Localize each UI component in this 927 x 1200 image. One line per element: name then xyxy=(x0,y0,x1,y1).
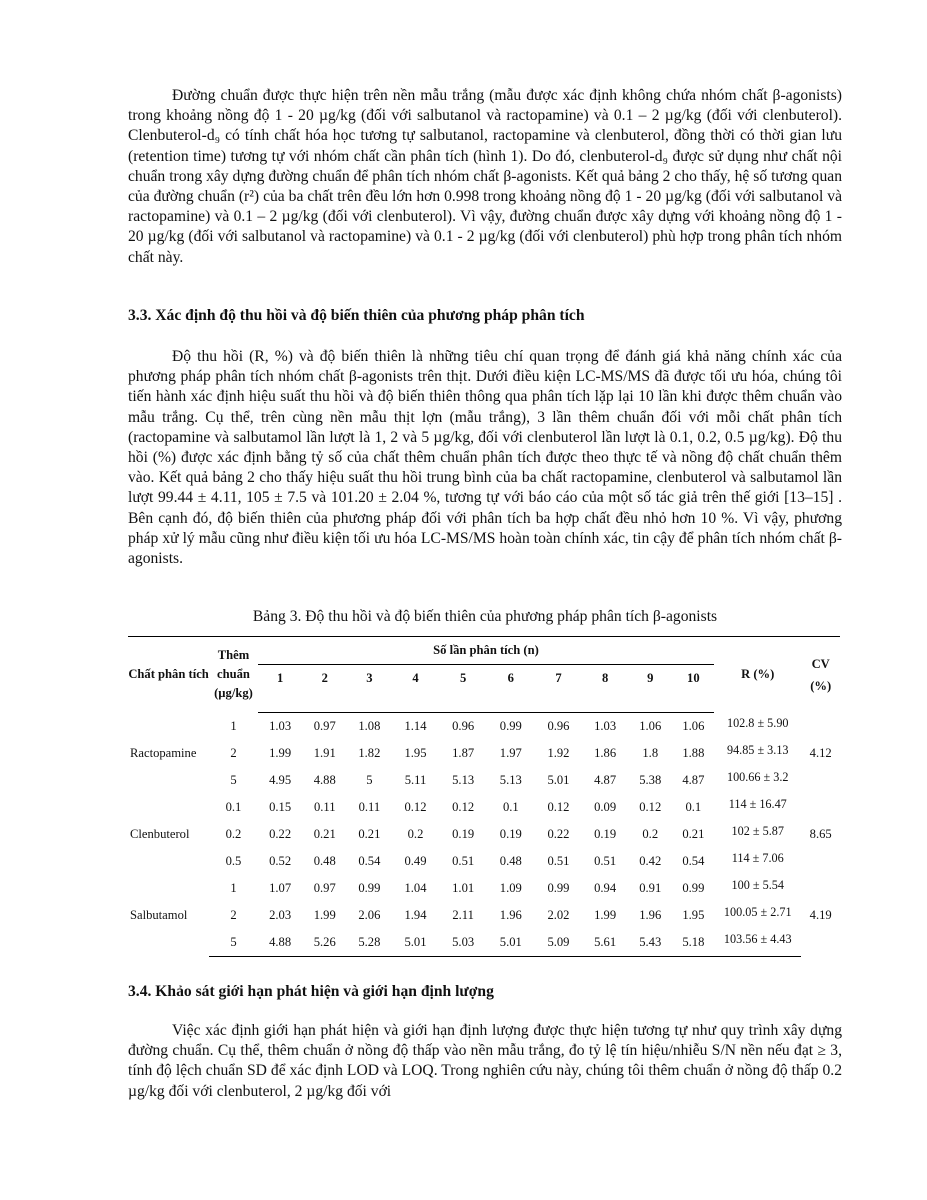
recovery-value: 114 ± 16.47 xyxy=(728,797,787,811)
added-concentration: 1 xyxy=(230,881,237,895)
measured-value: 1.06 xyxy=(682,719,705,733)
header-run-9: 9 xyxy=(628,665,673,693)
measured-value: 0.54 xyxy=(358,854,381,868)
measured-value: 1.87 xyxy=(452,746,475,760)
measured-value: 5.03 xyxy=(439,929,487,957)
measured-value: 0.19 xyxy=(499,827,522,841)
measured-value: 1.99 xyxy=(313,908,336,922)
recovery-value: 102 ± 5.87 xyxy=(731,824,784,838)
table-body xyxy=(128,713,840,957)
measured-value: 5.61 xyxy=(582,929,628,957)
added-concentration: 0.1 xyxy=(225,800,242,814)
heading-section-3-3: 3.3. Xác định độ thu hồi và độ biến thiên của phương pháp phân tích xyxy=(128,307,585,324)
cv-value: 4.12 xyxy=(809,745,832,760)
measured-value: 5.01 xyxy=(487,929,535,957)
paragraph-lod-loq: Việc xác định giới hạn phát hiện và giới hạn định lượng được thực hiện tương tự như quy trình xây dựng đường chuẩn. Cụ thể, thêm chuẩn ở nồng độ thấp vào nền mẫu trắng, đo tỷ lệ tín hiệu/nhiễu S/N nền nếu đạt ≥ 3, tính độ lệch chuẩn SD để xác định LOD và LOQ. Trong nghiên cứu này, chúng tôi thêm chuẩn ở nồng độ thấp 0.2 µg/kg đối với clenbuterol, 2 µg/kg đối với xyxy=(128,1022,842,1100)
measured-value: 0.97 xyxy=(313,719,336,733)
measured-value: 5.13 xyxy=(499,773,522,787)
measured-value: 0.99 xyxy=(499,719,522,733)
measured-value: 1.94 xyxy=(404,908,427,922)
measured-value: 4.87 xyxy=(682,773,705,787)
table-row xyxy=(128,848,840,875)
measured-value: 1.04 xyxy=(404,881,427,895)
table-caption: Bảng 3. Độ thu hồi và độ biến thiên của phương pháp phân tích β-agonists xyxy=(252,608,718,625)
measured-value: 0.12 xyxy=(639,800,662,814)
recovery-value: 100.05 ± 2.71 xyxy=(723,905,792,919)
measured-value: 0.11 xyxy=(313,800,336,814)
measured-value: 4.88 xyxy=(258,929,303,957)
measured-value: 0.21 xyxy=(358,827,381,841)
measured-value: 1.01 xyxy=(452,881,475,895)
measured-value: 0.22 xyxy=(547,827,570,841)
measured-value: 0.49 xyxy=(404,854,427,868)
measured-value: 0.12 xyxy=(404,800,427,814)
table-row xyxy=(128,929,840,957)
measured-value: 0.51 xyxy=(452,854,475,868)
recovery-value: 103.56 ± 4.43 xyxy=(723,932,792,946)
measured-value: 1.08 xyxy=(358,719,381,733)
measured-value: 1.92 xyxy=(547,746,570,760)
measured-value: 0.22 xyxy=(269,827,292,841)
recovery-value: 94.85 ± 3.13 xyxy=(726,743,789,757)
measured-value: 0.42 xyxy=(639,854,662,868)
heading-section-3-4: 3.4. Khảo sát giới hạn phát hiện và giới hạn định lượng xyxy=(128,983,494,1000)
added-concentration: 5 xyxy=(230,773,237,787)
recovery-value: 100 ± 5.54 xyxy=(731,878,784,892)
measured-value: 1.82 xyxy=(358,746,381,760)
measured-value: 0.94 xyxy=(594,881,617,895)
added-concentration: 1 xyxy=(230,718,237,733)
recovery-value: 114 ± 7.06 xyxy=(731,851,784,865)
header-run-3: 3 xyxy=(347,665,392,693)
header-run-5: 5 xyxy=(439,665,487,693)
table-row xyxy=(128,740,840,767)
paragraph-calibration: Đường chuẩn được thực hiện trên nền mẫu trắng (mẫu được xác định không chứa nhóm chất β-agonists) trong khoảng nồng độ 1 - 20 µg/kg (đối với salbutanol và ractopamine) và 0.1 – 2 µg/kg (đối với clenbuterol). Clenbuterol-d₉ có tính chất hóa học tương tự salbutanol, ractopamine và clenbuterol, đồng thời có thời gian lưu (retention time) tương tự với nhóm chất cần phân tích (hình 1). Do đó, clenbuterol-d₉ được sử dụng như chất nội chuẩn trong xây dựng đường chuẩn để phân tích nhóm chất β-agonists. Kết quả bảng 2 cho thấy, hệ số tương quan của đường chuẩn (r²) của ba chất trên đều lớn hơn 0.998 trong khoảng nồng độ 1 - 20 µg/kg (đối với salbutanol và ractopamine) và 0.1 – 2 µg/kg (đối với clenbuterol). Vì vậy, đường chuẩn được xây dựng với khoảng nồng độ 1 - 20 µg/kg (đối với salbutanol và ractopamine) và 0.1 - 2 µg/kg (đối với clenbuterol) phù hợp trong phân tích nhóm chất này. xyxy=(128,87,842,266)
measured-value: 1.88 xyxy=(682,746,705,760)
measured-value: 5.18 xyxy=(673,929,715,957)
added-concentration: 0.5 xyxy=(225,854,242,868)
measured-value: 2.06 xyxy=(358,908,381,922)
measured-value: 0.99 xyxy=(547,881,570,895)
added-concentration: 2 xyxy=(230,746,237,760)
measured-value: 1.99 xyxy=(594,908,617,922)
measured-value: 5.01 xyxy=(547,773,570,787)
measured-value: 0.99 xyxy=(682,881,705,895)
measured-value: 1.97 xyxy=(499,746,522,760)
measured-value: 1.03 xyxy=(269,719,292,733)
measured-value: 0.12 xyxy=(547,800,570,814)
measured-value: 1.96 xyxy=(639,908,662,922)
measured-value: 4.95 xyxy=(269,773,292,787)
measured-value: 1.09 xyxy=(499,881,522,895)
measured-value: 0.52 xyxy=(269,854,292,868)
cv-value: 8.65 xyxy=(809,827,832,841)
measured-value: 5.38 xyxy=(639,773,662,787)
table-row xyxy=(128,875,840,902)
measured-value: 4.88 xyxy=(313,773,336,787)
measured-value: 0.1 xyxy=(502,800,519,814)
table-row xyxy=(128,794,840,821)
table-row xyxy=(128,713,840,741)
substance-name: Clenbuterol xyxy=(130,827,190,841)
measured-value: 4.87 xyxy=(594,773,617,787)
measured-value: 0.15 xyxy=(269,800,292,814)
added-concentration: 2 xyxy=(230,908,237,922)
header-recovery: R (%) xyxy=(714,637,801,713)
measured-value: 0.91 xyxy=(639,881,662,895)
measured-value: 5.13 xyxy=(452,773,475,787)
measured-value: 2.03 xyxy=(269,908,292,922)
measured-value: 1.03 xyxy=(594,719,617,733)
measured-value: 0.11 xyxy=(358,800,381,814)
measured-value: 5 xyxy=(366,773,373,787)
recovery-table xyxy=(128,636,840,957)
substance-name: Ractopamine xyxy=(130,745,197,760)
measured-value: 5.43 xyxy=(628,929,673,957)
paragraph-recovery: Độ thu hồi (R, %) và độ biến thiên là những tiêu chí quan trọng để đánh giá khả năng chính xác của phương pháp phân tích nhóm chất β-agonists trên thịt. Dưới điều kiện LC-MS/MS đã được tối ưu hóa, chúng tôi tiến hành xác định hiệu suất thu hồi và độ biến thiên thông qua phân tích lặp lại 10 lần khi được thêm chuẩn vào mẫu trắng. Cụ thể, trên cùng nền mẫu thịt lợn (mẫu trắng), 3 lần thêm chuẩn đối với mỗi chất phân tích (ractopamine và salbutamol lần lượt là 1, 2 và 5 µg/kg, đối với clenbuterol lần lượt là 0.1, 0.2, 0.5 µg/kg). Độ thu hồi (%) được xác định bằng tỷ số của chất thêm chuẩn phân tích được theo thực tế và nồng độ chất chuẩn thêm vào. Kết quả bảng 2 cho thấy hiệu suất thu hồi trung bình của ba chất ractopamine, clenbuterol và salbutamol lần lượt 99.44 ± 4.11, 105 ± 7.5 và 101.20 ± 2.04 %, tương tự với báo cáo của một số tác giả trên thế giới [13–15] . Bên cạnh đó, độ biến thiên của phương pháp đối với phân tích ba hợp chất đều nhỏ hơn 10 %. Vì vậy, phương pháp xử lý mẫu cũng như điều kiện tối ưu hóa LC-MS/MS hoàn toàn chính xác, tin cậy để phân tích nhóm chất β-agonists. xyxy=(128,348,842,568)
measured-value: 1.95 xyxy=(404,746,427,760)
measured-value: 1.91 xyxy=(313,746,336,760)
measured-value: 0.54 xyxy=(682,854,705,868)
added-concentration: 5 xyxy=(209,929,258,957)
measured-value: 1.8 xyxy=(642,746,659,760)
measured-value: 0.51 xyxy=(594,854,617,868)
recovery-value: 102.8 ± 5.90 xyxy=(726,715,789,730)
header-added: Thêm chuẩn (µg/kg) xyxy=(209,637,258,713)
header-run-2: 2 xyxy=(302,665,347,693)
measured-value: 0.09 xyxy=(594,800,617,814)
measured-value: 0.19 xyxy=(452,827,475,841)
header-cv: CV (%) xyxy=(801,637,840,713)
measured-value: 5.01 xyxy=(392,929,440,957)
measured-value: 0.1 xyxy=(685,800,702,814)
cv-value: 4.19 xyxy=(809,908,832,923)
table-row xyxy=(128,821,840,848)
header-run-8: 8 xyxy=(582,665,628,693)
measured-value: 5.28 xyxy=(347,929,392,957)
measured-value: 0.12 xyxy=(452,800,475,814)
measured-value: 2.11 xyxy=(452,908,474,922)
measured-value: 5.26 xyxy=(302,929,347,957)
measured-value: 5.11 xyxy=(404,773,427,787)
recovery-value: 100.66 ± 3.2 xyxy=(726,770,789,784)
header-run-6: 6 xyxy=(487,665,535,693)
measured-value: 0.96 xyxy=(452,719,475,733)
measured-value: 0.2 xyxy=(407,827,424,841)
measured-value: 0.48 xyxy=(499,854,522,868)
measured-value: 0.21 xyxy=(682,827,705,841)
measured-value: 1.95 xyxy=(682,908,705,922)
measured-value: 0.99 xyxy=(358,881,381,895)
measured-value: 0.2 xyxy=(642,827,659,841)
measured-value: 1.99 xyxy=(269,746,292,760)
measured-value: 0.97 xyxy=(313,881,336,895)
table-row xyxy=(128,902,840,929)
measured-value: 0.21 xyxy=(313,827,336,841)
header-run-7: 7 xyxy=(535,665,583,693)
measured-value: 1.14 xyxy=(404,719,427,733)
measured-value: 0.96 xyxy=(547,719,570,733)
measured-value: 1.06 xyxy=(639,719,662,733)
measured-value: 1.96 xyxy=(499,908,522,922)
header-run-10: 10 xyxy=(673,665,715,693)
measured-value: 0.48 xyxy=(313,854,336,868)
table-row xyxy=(128,767,840,794)
header-runs: Số lần phân tích (n) xyxy=(258,637,714,665)
measured-value: 1.86 xyxy=(594,746,617,760)
measured-value: 0.51 xyxy=(547,854,570,868)
header-run-1: 1 xyxy=(258,665,303,693)
measured-value: 5.09 xyxy=(535,929,583,957)
header-substance: Chất phân tích xyxy=(128,637,209,713)
measured-value: 0.19 xyxy=(594,827,617,841)
added-concentration: 0.2 xyxy=(225,827,242,841)
measured-value: 2.02 xyxy=(547,908,570,922)
header-run-4: 4 xyxy=(392,665,440,693)
measured-value: 1.07 xyxy=(269,881,292,895)
substance-name: Salbutamol xyxy=(130,908,188,923)
